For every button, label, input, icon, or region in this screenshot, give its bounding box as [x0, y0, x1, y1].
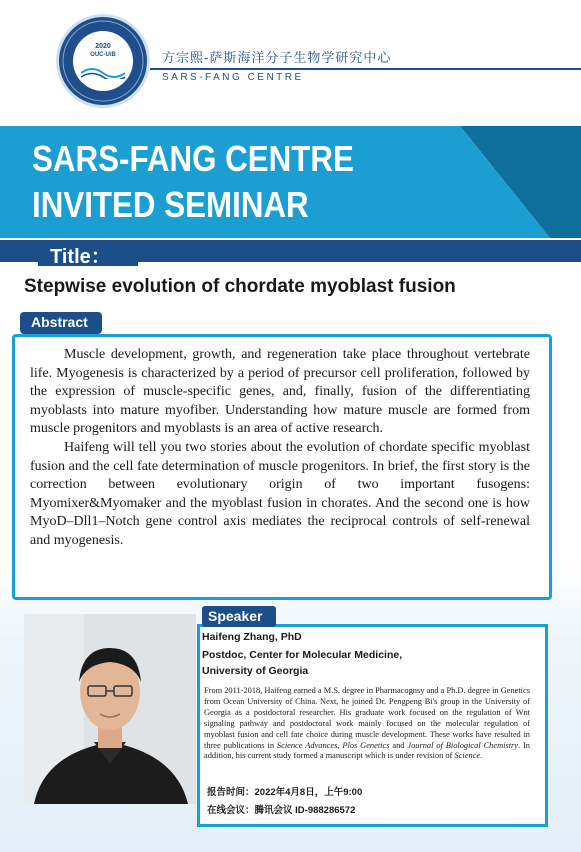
abstract-paragraph-2: Haifeng will tell you two stories about the evolution of chordate specific myoblast fusion and the cell fate determination of muscle progenitors. In brief, the first story is the correction between evolutionary origin of two important fusogens: Myomixer&Myomaker and the myoblast fusion in chorates. And the second one is how MyoD–Dll1–Notch gene control axis mediates the reciprocal controls of self-renewal and myogenesis. [30, 439, 530, 548]
speaker-bio [204, 686, 530, 762]
header-divider [150, 68, 581, 70]
banner-line-1: SARS-FANG CENTRE [32, 138, 354, 179]
speaker-label: Speaker [208, 608, 263, 624]
banner-line-2: INVITED SEMINAR [32, 184, 309, 225]
speaker-photo [24, 614, 196, 804]
bio-text-2: . In addition, his current study formed a manuscript which is under revision of [204, 740, 530, 761]
bio-text-1: From 2011-2018, Haifeng earned a M.S. degree in Pharmacognsy and a Ph.D. degree in Genetics from Ocean University of China. Next, he joined Dr. Pengpeng Bi's group in the University of Georgia as a postdoctoral researcher. His graduate work focused on the regulation of Wnt signaling pathway and postdoctoral work mainly focused on the molecular regulation of myoblast fusion and cell fate choice during muscle development. These works have resulted in three publications in [204, 686, 530, 750]
online-value: 腾讯会议 ID-988286572 [254, 805, 356, 816]
bio-journal-2: Plos Genetics [342, 740, 390, 750]
time-value: 2022年4月8日，上午9:00 [254, 787, 363, 798]
speaker-name: Haifeng Zhang, PhD [202, 631, 302, 643]
abstract-label: Abstract [31, 314, 88, 330]
bio-separator-2: and [389, 740, 408, 750]
logo-institution: OUC-UiB [90, 52, 116, 58]
abstract-paragraph-1: Muscle development, growth, and regeneration take place throughout vertebrate life. Myogenesis is characterized by a period of precursor cell proliferation, followed by the expression of muscle-specific genes, and, finally, fusion of the differentiating myoblasts into mature myofiber. Understanding how mature muscle are formed from muscle progenitors and myoblasts is an area of active research. [30, 347, 530, 437]
bio-separator-1: , [337, 740, 343, 750]
speaker-affiliation-1: Postdoc, Center for Molecular Medicine, [202, 649, 403, 661]
seminar-time [207, 784, 362, 798]
bio-journal-1: Science Advances [276, 740, 338, 750]
time-label: 报告时间： [207, 787, 255, 798]
speaker-portrait-icon [24, 614, 196, 804]
bio-journal-3: Journal of Biological Chemistry [407, 740, 519, 750]
online-meeting [207, 802, 355, 816]
centre-name-cn: 方宗熙-萨斯海洋分子生物学研究中心 [162, 50, 392, 65]
bio-end: . [480, 751, 483, 761]
logo-emblem [73, 31, 133, 91]
bio-journal-4: Science [454, 751, 481, 761]
logo-year: 2020 [95, 43, 111, 50]
speaker-affiliation-2: University of Georgia [202, 665, 309, 677]
abstract-text [30, 346, 530, 551]
centre-logo [56, 14, 150, 108]
title-label: Title： [50, 246, 111, 268]
seminar-title: Stepwise evolution of chordate myoblast fusion [24, 276, 456, 297]
wave-icon [81, 65, 125, 79]
online-label: 在线会议： [207, 805, 255, 816]
centre-name-en: SARS-FANG CENTRE [162, 72, 304, 83]
